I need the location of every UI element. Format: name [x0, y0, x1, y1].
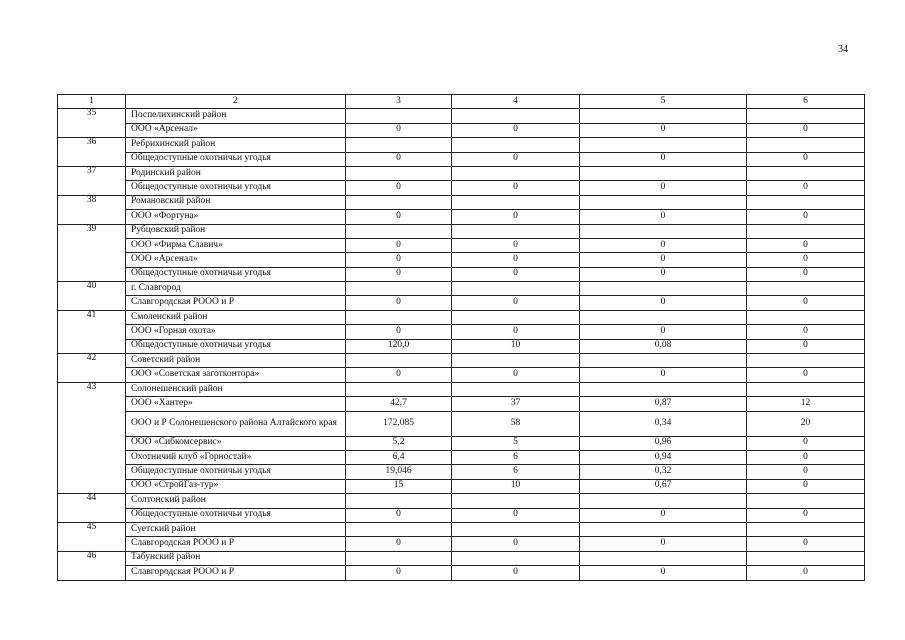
row-number: 35: [58, 109, 126, 138]
value-col6: 0: [747, 339, 865, 353]
organization-name: Общедоступные охотничьи угодья: [126, 152, 346, 166]
value-col6: 0: [747, 296, 865, 310]
table-row: [58, 397, 865, 411]
column-header: 5: [580, 95, 747, 109]
column-header: 3: [346, 95, 452, 109]
empty-cell: [452, 195, 580, 209]
organization-name: Охотничий клуб «Горностай»: [126, 450, 346, 464]
organization-name: ООО и Р Солонешенского района Алтайского края: [126, 411, 346, 436]
district-row: [58, 224, 865, 238]
empty-cell: [580, 138, 747, 152]
value-col5: 0,96: [580, 436, 747, 450]
value-col6: 0: [747, 537, 865, 551]
value-col6: 0: [747, 465, 865, 479]
empty-cell: [580, 282, 747, 296]
empty-cell: [452, 109, 580, 123]
table-row: [58, 537, 865, 551]
row-number: 38: [58, 195, 126, 224]
value-col4: 10: [452, 339, 580, 353]
organization-name: Общедоступные охотничьи угодья: [126, 267, 346, 281]
table-row: [58, 566, 865, 580]
empty-cell: [580, 195, 747, 209]
organization-name: Общедоступные охотничьи угодья: [126, 181, 346, 195]
empty-cell: [346, 195, 452, 209]
value-col4: 0: [452, 238, 580, 252]
empty-cell: [747, 138, 865, 152]
empty-cell: [580, 310, 747, 324]
table-row: [58, 210, 865, 224]
empty-cell: [747, 310, 865, 324]
district-name: Солонешенский район: [126, 382, 346, 396]
district-row: [58, 138, 865, 152]
value-col4: 5: [452, 436, 580, 450]
value-col4: 0: [452, 537, 580, 551]
value-col5: 0,87: [580, 397, 747, 411]
value-col6: 0: [747, 152, 865, 166]
value-col5: 0: [580, 181, 747, 195]
empty-cell: [346, 166, 452, 180]
district-row: [58, 109, 865, 123]
organization-name: ООО «Советская заготконтора»: [126, 368, 346, 382]
value-col3: 42,7: [346, 397, 452, 411]
organization-name: ООО «Арсенал»: [126, 123, 346, 137]
empty-cell: [452, 551, 580, 565]
district-name: Смоленский район: [126, 310, 346, 324]
organization-name: Общедоступные охотничьи угодья: [126, 339, 346, 353]
value-col4: 0: [452, 566, 580, 580]
row-number: 40: [58, 282, 126, 311]
value-col5: 0: [580, 210, 747, 224]
value-col6: 0: [747, 123, 865, 137]
district-row: [58, 166, 865, 180]
district-row: [58, 195, 865, 209]
district-row: [58, 282, 865, 296]
value-col6: 0: [747, 566, 865, 580]
district-name: Табунский район: [126, 551, 346, 565]
value-col3: 0: [346, 566, 452, 580]
organization-name: ООО «Фирма Славич»: [126, 238, 346, 252]
value-col5: 0,34: [580, 411, 747, 436]
value-col5: 0: [580, 537, 747, 551]
value-col4: 0: [452, 296, 580, 310]
row-number: 36: [58, 138, 126, 167]
empty-cell: [747, 382, 865, 396]
value-col6: 0: [747, 436, 865, 450]
table-row: [58, 436, 865, 450]
row-number: 42: [58, 354, 126, 383]
value-col3: 120,0: [346, 339, 452, 353]
organization-name: ООО «Хантер»: [126, 397, 346, 411]
column-header: 4: [452, 95, 580, 109]
value-col4: 58: [452, 411, 580, 436]
table-row: [58, 450, 865, 464]
page-number: 34: [838, 44, 848, 55]
organization-name: Общедоступные охотничьи угодья: [126, 465, 346, 479]
row-number: 39: [58, 224, 126, 282]
value-col3: 0: [346, 181, 452, 195]
empty-cell: [452, 310, 580, 324]
organization-name: Общедоступные охотничьи угодья: [126, 508, 346, 522]
value-col3: 19,046: [346, 465, 452, 479]
table-row: [58, 479, 865, 493]
value-col5: 0: [580, 296, 747, 310]
district-name: Поспелихинский район: [126, 109, 346, 123]
district-name: Солтонский район: [126, 494, 346, 508]
empty-cell: [580, 224, 747, 238]
empty-cell: [580, 382, 747, 396]
empty-cell: [452, 224, 580, 238]
empty-cell: [346, 354, 452, 368]
district-row: [58, 310, 865, 324]
empty-cell: [747, 166, 865, 180]
value-col3: 0: [346, 368, 452, 382]
district-name: Суетский район: [126, 522, 346, 536]
organization-name: ООО «СтройГаз-тур»: [126, 479, 346, 493]
value-col5: 0: [580, 325, 747, 339]
row-number: 37: [58, 166, 126, 195]
value-col5: 0,94: [580, 450, 747, 464]
empty-cell: [452, 166, 580, 180]
table-row: [58, 368, 865, 382]
value-col6: 0: [747, 181, 865, 195]
empty-cell: [580, 166, 747, 180]
row-number: 41: [58, 310, 126, 353]
empty-cell: [747, 354, 865, 368]
district-name: Родинский район: [126, 166, 346, 180]
table-row: [58, 238, 865, 252]
value-col6: 0: [747, 210, 865, 224]
empty-cell: [580, 494, 747, 508]
table-row: [58, 339, 865, 353]
value-col4: 0: [452, 123, 580, 137]
value-col5: 0,67: [580, 479, 747, 493]
value-col6: 0: [747, 450, 865, 464]
value-col3: 0: [346, 152, 452, 166]
empty-cell: [580, 522, 747, 536]
district-row: [58, 494, 865, 508]
organization-name: ООО «Арсенал»: [126, 253, 346, 267]
empty-cell: [747, 551, 865, 565]
empty-cell: [346, 382, 452, 396]
value-col3: 15: [346, 479, 452, 493]
empty-cell: [346, 138, 452, 152]
table-row: [58, 152, 865, 166]
value-col4: 0: [452, 325, 580, 339]
value-col6: 20: [747, 411, 865, 436]
district-name: Рубцовский район: [126, 224, 346, 238]
organization-name: Славгородская РООО и Р: [126, 296, 346, 310]
value-col6: 0: [747, 267, 865, 281]
empty-cell: [346, 494, 452, 508]
empty-cell: [747, 224, 865, 238]
empty-cell: [346, 310, 452, 324]
value-col3: 5,2: [346, 436, 452, 450]
value-col4: 0: [452, 368, 580, 382]
value-col5: 0: [580, 267, 747, 281]
value-col5: 0: [580, 152, 747, 166]
empty-cell: [346, 551, 452, 565]
column-header: 1: [58, 95, 126, 109]
value-col4: 0: [452, 181, 580, 195]
table-row: [58, 465, 865, 479]
row-number: 45: [58, 522, 126, 551]
value-col4: 0: [452, 508, 580, 522]
district-name: г. Славгород: [126, 282, 346, 296]
empty-cell: [747, 195, 865, 209]
value-col3: 0: [346, 537, 452, 551]
value-col5: 0: [580, 368, 747, 382]
empty-cell: [452, 138, 580, 152]
empty-cell: [452, 494, 580, 508]
table-row: [58, 325, 865, 339]
value-col4: 10: [452, 479, 580, 493]
empty-cell: [346, 522, 452, 536]
empty-cell: [747, 494, 865, 508]
value-col4: 6: [452, 465, 580, 479]
value-col4: 0: [452, 267, 580, 281]
hunting-grounds-table: [57, 94, 865, 581]
empty-cell: [452, 522, 580, 536]
value-col3: 0: [346, 296, 452, 310]
value-col3: 0: [346, 508, 452, 522]
value-col6: 0: [747, 368, 865, 382]
organization-name: ООО «Сибкомсервис»: [126, 436, 346, 450]
empty-cell: [747, 522, 865, 536]
empty-cell: [346, 109, 452, 123]
organization-name: Славгородская РООО и Р: [126, 537, 346, 551]
value-col3: 6,4: [346, 450, 452, 464]
value-col5: 0: [580, 238, 747, 252]
district-name: Ребрихинский район: [126, 138, 346, 152]
value-col5: 0: [580, 566, 747, 580]
value-col3: 0: [346, 238, 452, 252]
empty-cell: [452, 382, 580, 396]
value-col5: 0: [580, 123, 747, 137]
value-col6: 0: [747, 238, 865, 252]
empty-cell: [747, 109, 865, 123]
value-col6: 12: [747, 397, 865, 411]
value-col3: 0: [346, 325, 452, 339]
value-col6: 0: [747, 253, 865, 267]
header-row: [58, 95, 865, 109]
district-row: [58, 382, 865, 396]
value-col4: 37: [452, 397, 580, 411]
value-col5: 0,32: [580, 465, 747, 479]
organization-name: ООО «Горная охота»: [126, 325, 346, 339]
value-col6: 0: [747, 508, 865, 522]
value-col4: 6: [452, 450, 580, 464]
district-name: Романовский район: [126, 195, 346, 209]
row-number: 46: [58, 551, 126, 580]
district-row: [58, 522, 865, 536]
district-name: Советский район: [126, 354, 346, 368]
value-col3: 0: [346, 267, 452, 281]
empty-cell: [346, 224, 452, 238]
table-row: [58, 411, 865, 436]
value-col6: 0: [747, 479, 865, 493]
empty-cell: [452, 282, 580, 296]
table-row: [58, 123, 865, 137]
district-row: [58, 551, 865, 565]
value-col3: 0: [346, 123, 452, 137]
value-col5: 0,08: [580, 339, 747, 353]
organization-name: Славгородская РООО и Р: [126, 566, 346, 580]
empty-cell: [580, 551, 747, 565]
table-row: [58, 508, 865, 522]
district-row: [58, 354, 865, 368]
column-header: 2: [126, 95, 346, 109]
value-col3: 0: [346, 210, 452, 224]
row-number: 43: [58, 382, 126, 493]
table-row: [58, 253, 865, 267]
empty-cell: [580, 354, 747, 368]
value-col5: 0: [580, 508, 747, 522]
table-row: [58, 296, 865, 310]
row-number: 44: [58, 494, 126, 523]
table-row: [58, 267, 865, 281]
value-col6: 0: [747, 325, 865, 339]
value-col4: 0: [452, 253, 580, 267]
value-col4: 0: [452, 210, 580, 224]
value-col3: 0: [346, 253, 452, 267]
empty-cell: [452, 354, 580, 368]
organization-name: ООО «Фортуна»: [126, 210, 346, 224]
empty-cell: [747, 282, 865, 296]
value-col5: 0: [580, 253, 747, 267]
table-row: [58, 181, 865, 195]
empty-cell: [346, 282, 452, 296]
value-col3: 172,085: [346, 411, 452, 436]
column-header: 6: [747, 95, 865, 109]
value-col4: 0: [452, 152, 580, 166]
empty-cell: [580, 109, 747, 123]
